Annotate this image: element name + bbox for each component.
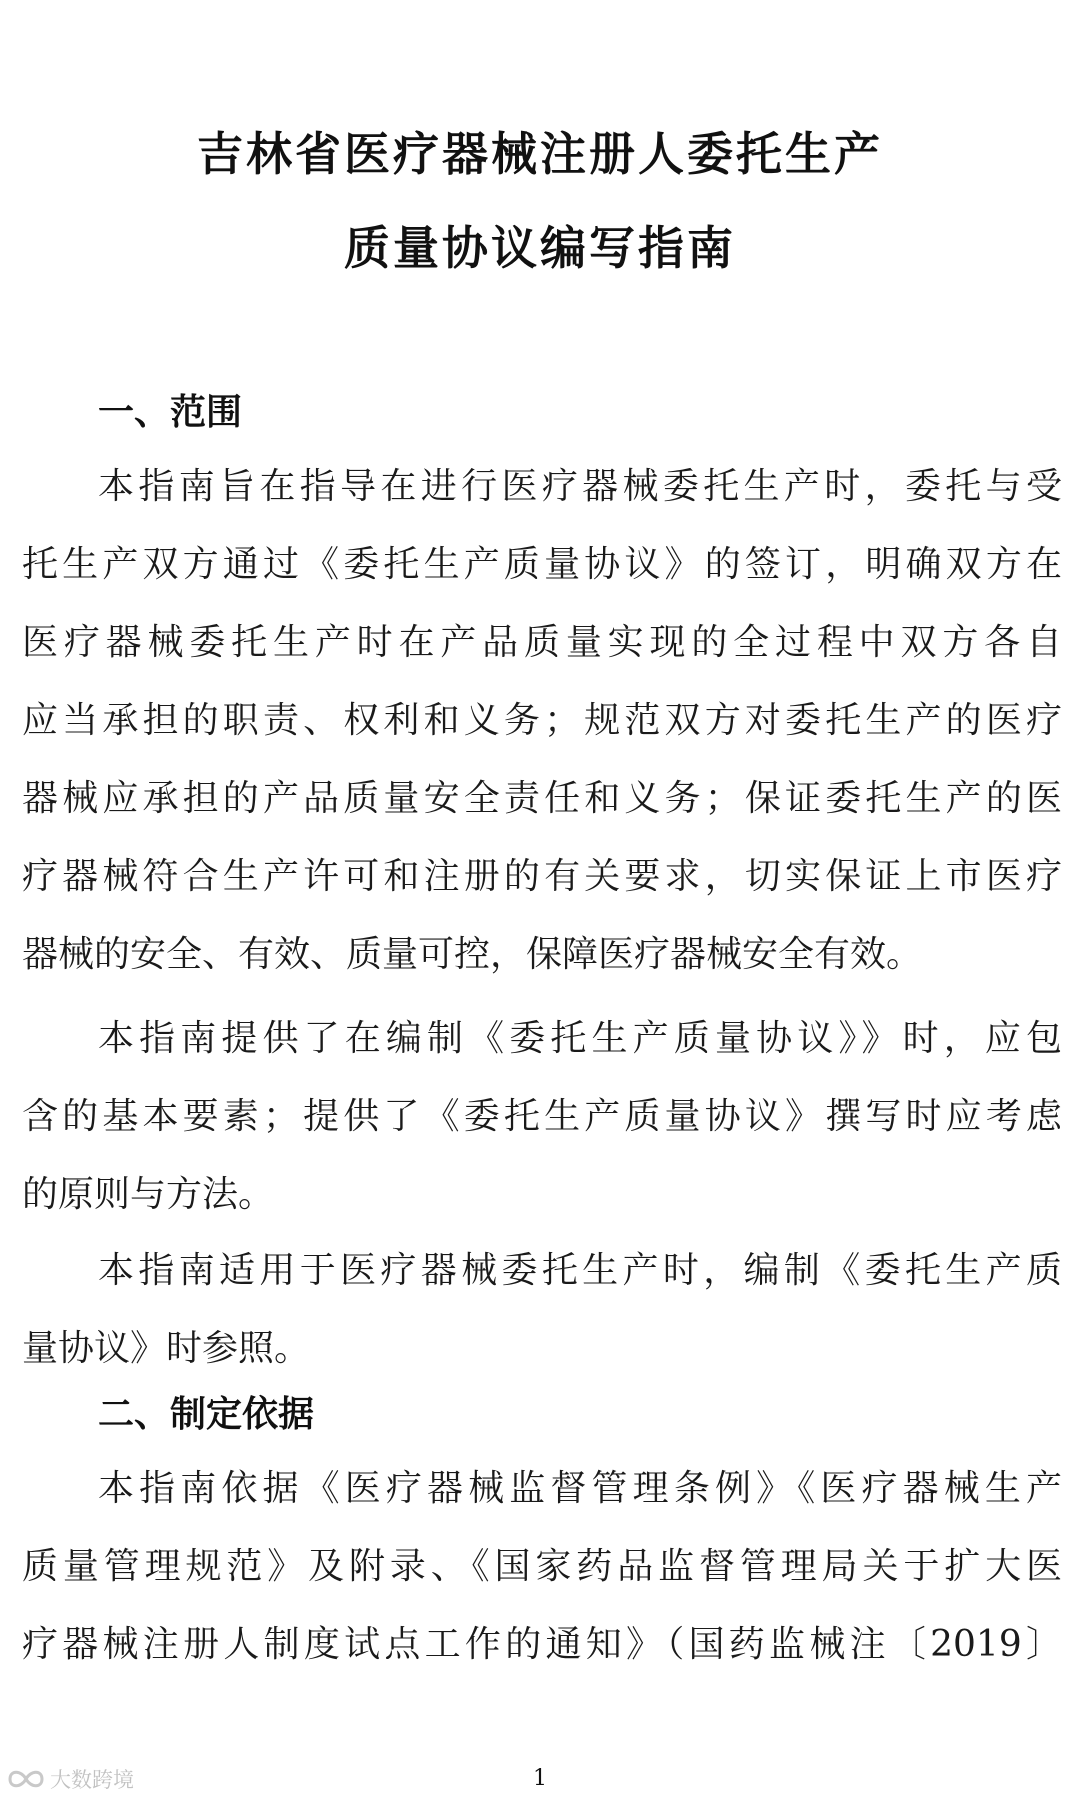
paragraph-basis — [22, 1450, 1062, 1684]
document-title-line-2: 质量协议编写指南 — [344, 221, 736, 275]
text-line: 本指南适用于医疗器械委托生产时，编制《委托生产质 — [98, 1250, 1062, 1291]
text-line: 器械的安全、有效、质量可控，保障医疗器械安全有效。 — [22, 934, 923, 975]
text-line: 本指南依据《医疗器械监督管理条例》《医疗器械生产 — [98, 1468, 1062, 1509]
text-line: 含的基本要素；提供了《委托生产质量协议》撰写时应考虑 — [22, 1096, 1062, 1137]
text-line: 器械应承担的产品质量安全责任和义务；保证委托生产的医 — [22, 778, 1062, 819]
text-line: 疗器械注册人制度试点工作的通知》（国药监械注〔2019〕 — [22, 1624, 1062, 1665]
text-line: 疗器械符合生产许可和注册的有关要求，切实保证上市医疗 — [22, 856, 1062, 897]
text-line: 本指南提供了在编制《委托生产质量协议》》时，应包 — [98, 1018, 1062, 1059]
text-line: 本指南旨在指导在进行医疗器械委托生产时，委托与受 — [98, 466, 1062, 507]
watermark-text: 大数跨境 — [50, 1768, 134, 1792]
paragraph-scope-applicability — [22, 1232, 1062, 1388]
text-line: 质量管理规范》及附录、《国家药品监督管理局关于扩大医 — [22, 1546, 1062, 1587]
paragraph-scope-purpose — [22, 448, 1062, 994]
text-line: 医疗器械委托生产时在产品质量实现的全过程中双方各自 — [22, 622, 1062, 663]
document-title-line-1: 吉林省医疗器械注册人委托生产 — [197, 127, 883, 181]
text-line: 量协议》时参照。 — [22, 1328, 311, 1369]
page-number: 1 — [533, 1766, 547, 1791]
section-heading-basis: 二、制定依据 — [98, 1394, 315, 1435]
text-line: 托生产双方通过《委托生产质量协议》的签订，明确双方在 — [22, 544, 1062, 585]
text-line: 应当承担的职责、权利和义务；规范双方对委托生产的医疗 — [22, 700, 1062, 741]
text-line: 的原则与方法。 — [22, 1174, 275, 1215]
paragraph-scope-elements — [22, 1000, 1062, 1234]
section-heading-scope: 一、范围 — [98, 392, 243, 433]
